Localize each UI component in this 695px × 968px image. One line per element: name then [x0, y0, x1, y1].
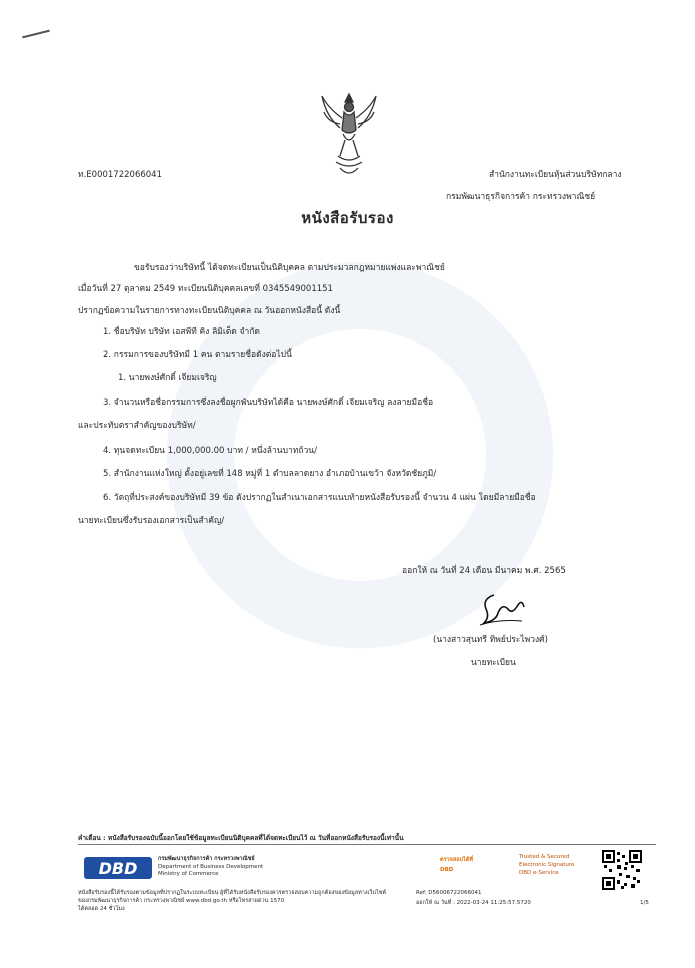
- item-authorized-signatory: 3. จำนวนหรือชื่อกรรมการซึ่งลงชื่อผูกพันบริษัทได้คือ นายพงษ์ศักดิ์ เจียมเจริญ ลงลายมือชื่อ: [103, 398, 434, 408]
- page-title: หนังสือรับรอง: [301, 209, 394, 227]
- page-number: 1/5: [640, 900, 649, 906]
- document-number: ท.E0001722066041: [78, 170, 162, 180]
- item-head-office: 5. สำนักงานแห่งใหญ่ ตั้งอยู่เลขที่ 148 หมู่ที่ 1 ตำบลลาดยาง อำเภอบ้านเขว้า จังหวัดชัยภูมิ/: [103, 469, 437, 479]
- esignature-badge-line1: Trusted & Secured: [519, 854, 570, 860]
- verification-note-2: ของกรมพัฒนาธุรกิจการค้า กระทรวงพาณิชย์ www.dbd.go.th หรือโทรสายด่วน 1570: [78, 898, 285, 904]
- svg-text:DBD: DBD: [98, 859, 138, 878]
- ministry-english: Ministry of Commerce: [158, 871, 219, 877]
- item-company-name: 1. ชื่อบริษัท บริษัท เอสพีที คิง ลิมิเต็ด จำกัด: [103, 327, 260, 337]
- department-english: Department of Business Development: [158, 864, 264, 870]
- registrar-name: (นางสาวสุนทรี ทิพย์ประไพวงศ์): [433, 635, 548, 645]
- esignature-badge-line2: Electronic Signature: [519, 862, 575, 868]
- issue-date: ออกให้ ณ วันที่ 24 เดือน มีนาคม พ.ศ. 2565: [402, 566, 566, 576]
- item-objectives-cont: นายทะเบียนซึ่งรับรองเอกสารเป็นสำคัญ/: [78, 516, 225, 526]
- reference-number: Ref: D56006722066041: [416, 890, 482, 896]
- verification-note-3: ได้ตลอด 24 ชั่วโมง: [78, 906, 125, 912]
- print-datetime: ออกให้ ณ วันที่ : 2022-03-24 11:25:57.5720: [416, 900, 531, 906]
- office-name: สำนักงานทะเบียนหุ้นส่วนบริษัทกลาง: [489, 170, 622, 180]
- garuda-emblem-icon: [318, 90, 380, 182]
- item-authorized-signatory-cont: และประทับตราสำคัญของบริษัท/: [78, 421, 196, 431]
- item-director-name: 1. นายพงษ์ศักดิ์ เจียมเจริญ: [118, 373, 217, 383]
- verify-badge-line1: ตรวจสอบได้ที่: [440, 857, 473, 863]
- registrar-title: นายทะเบียน: [471, 658, 516, 668]
- registrar-signature: [478, 587, 528, 629]
- item-directors: 2. กรรมการของบริษัทมี 1 คน ตามรายชื่อดังต่อไปนี้: [103, 350, 292, 360]
- esignature-badge-line3: DBD e-Service: [519, 870, 559, 876]
- item-objectives: 6. วัตถุที่ประสงค์ของบริษัทมี 39 ข้อ ดังปรากฏในสำเนาเอกสารแนบท้ายหนังสือรับรองนี้ จำนวน 4 แผ่น โดยมีลายมือชื่อ: [103, 493, 536, 503]
- intro-text: ขอรับรองว่าบริษัทนี้ ได้จดทะเบียนเป็นนิติบุคคล ตามประมวลกฎหมายแพ่งและพาณิชย์: [134, 263, 445, 273]
- footer-caution: คำเตือน : หนังสือรับรองฉบับนี้ออกโดยใช้ข้อมูลทะเบียนนิติบุคคลที่ได้จดทะเบียนไว้ ณ วันที่ออกหนังสือรับรองนี้เท่านั้น: [78, 834, 404, 842]
- dbd-logo-icon: [84, 854, 152, 882]
- department-thai: กรมพัฒนาธุรกิจการค้า กระทรวงพาณิชย์: [158, 856, 255, 862]
- ministry-name: กรมพัฒนาธุรกิจการค้า กระทรวงพาณิชย์: [446, 192, 596, 202]
- verify-badge-line2: DBD: [440, 867, 454, 873]
- registration-line: เมื่อวันที่ 27 ตุลาคม 2549 ทะเบียนนิติบุคคลเลขที่ 0345549001151: [78, 284, 333, 294]
- footer-divider: [78, 844, 656, 845]
- corner-pen-mark: [22, 30, 50, 39]
- verification-note-1: หนังสือรับรองนี้ได้รับรองตามข้อมูลที่ปรากฏในระบบทะเบียน ผู้ที่ได้รับหนังสือรับรองควรตรวจสอบความถูกต้องของข้อมูลทางเว็บไซต์: [78, 890, 387, 896]
- item-registered-capital: 4. ทุนจดทะเบียน 1,000,000.00 บาท / หนึ่งล้านบาทถ้วน/: [103, 446, 317, 456]
- details-intro: ปรากฏข้อความในรายการทางทะเบียนนิติบุคคล ณ วันออกหนังสือนี้ ดังนี้: [78, 306, 341, 316]
- qr-code-icon: [602, 850, 642, 890]
